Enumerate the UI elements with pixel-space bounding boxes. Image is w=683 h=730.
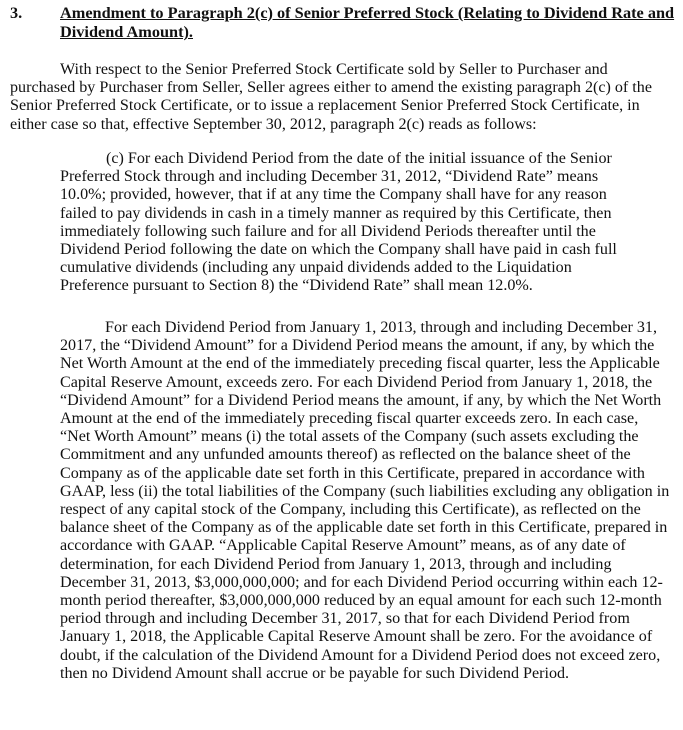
section-number: 3. [10, 3, 23, 22]
section-title: Amendment to Paragraph 2(c) of Senior Preferred Stock (Relating to Dividend Rate and Dividend Amount). [60, 3, 675, 41]
clause-c-paragraph: (c) For each Dividend Period from the date of the initial issuance of the Senior Preferred Stock through and including December 31, 2012, “Dividend Rate” means 10.0%; provided, however, that if at any time the Company shall have for any reason failed to pay dividends in cash in a timely manner as required by this Certificate, then immediately following such failure and for all Dividend Periods thereafter until the Dividend Period following the date on which the Company shall have paid in cash full cumulative dividends (including any unpaid dividends added to the Liquidation Preference pursuant to Section 8) the “Dividend Rate” shall mean 12.0%. [60, 150, 617, 295]
dividend-amount-paragraph: For each Dividend Period from January 1, 2013, through and including December 31, 2017, the “Dividend Amount” for a Dividend Period means the amount, if any, by which the Net Worth Amount at the end of the immediately preceding fiscal quarter, less the Applicable Capital Reserve Amount, exceeds zero. For each Dividend Period from January 1, 2018, the “Dividend Amount” for a Dividend Period means the amount, if any, by which the Net Worth Amount at the end of the immediately preceding fiscal quarter exceeds zero. In each case, “Net Worth Amount” means (i) the total assets of the Company (such assets excluding the Commitment and any unfunded amounts thereof) as reflected on the balance sheet of the Company as of the applicable date set forth in this Certificate, prepared in accordance with GAAP, less (ii) the total liabilities of the Company (such liabilities excluding any obligation in respect of any capital stock of the Company, including this Certificate), as reflected on the balance sheet of the Company as of the applicable date set forth in this Certificate, prepared in accordance with GAAP. “Applicable Capital Reserve Amount” means, as of any date of determination, for each Dividend Period from January 1, 2013, through and including December 31, 2013, $3,000,000,000; and for each Dividend Period occurring within each 12-month period thereafter, $3,000,000,000 reduced by an equal amount for each such 12-month period through and including December 31, 2017, so that for each Dividend Period from January 1, 2018, the Applicable Capital Reserve Amount shall be zero. For the avoidance of doubt, if the calculation of the Dividend Amount for a Dividend Period does not exceed zero, then no Dividend Amount shall accrue or be payable for such Dividend Period. [60, 319, 670, 682]
intro-paragraph: With respect to the Senior Preferred Stock Certificate sold by Seller to Purchaser and purchased by Purchaser from Seller, Seller agrees either to amend the existing paragraph 2(c) of the Senior Preferred Stock Certificate, or to issue a replacement Senior Preferred Stock Certificate, in either case so that, effective September 30, 2012, paragraph 2(c) reads as follows: [10, 61, 652, 133]
